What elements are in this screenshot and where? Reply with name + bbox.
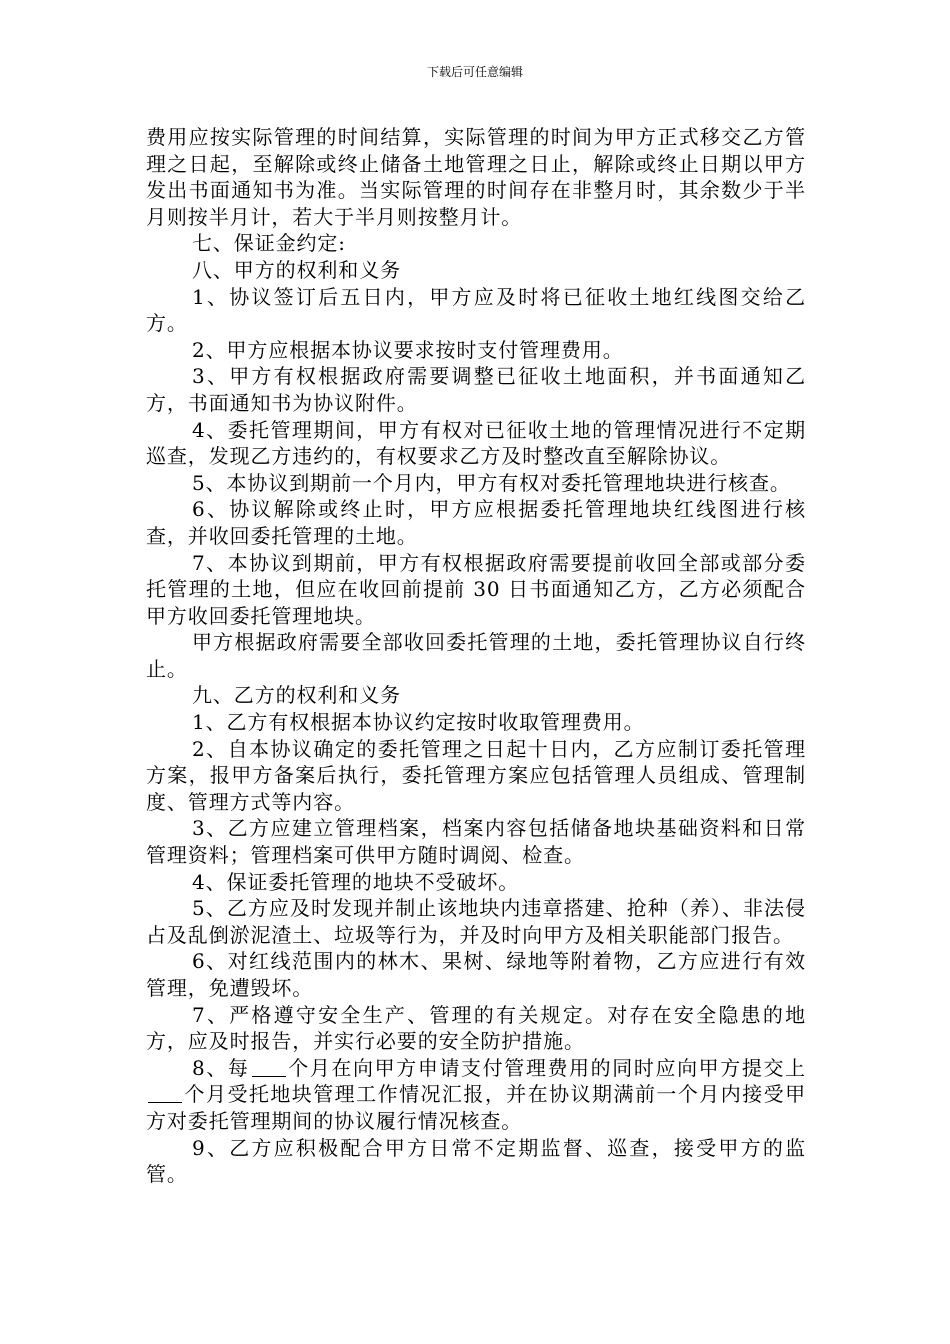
clause-a6: 6、协议解除或终止时，甲方应根据委托管理地块红线图进行核查，并收回委托管理的土地。 — [146, 497, 806, 548]
page-header: 下载后可任意编辑 — [426, 65, 523, 79]
clause-a3: 3、甲方有权根据政府需要调整已征收土地面积，并书面通知乙方，书面通知书为协议附件。 — [146, 364, 806, 415]
clause-b8-part3: 个月受托地块管理工作情况汇报，并在协议期满前一个月内接受甲方对委托管理期间的协议履行情况核查。 — [146, 1082, 806, 1133]
clause-b2: 2、自本协议确定的委托管理之日起十日内，乙方应制订委托管理方案，报甲方备案后执行，委托管理方案应包括管理人员组成、管理制度、管理方式等内容。 — [146, 736, 806, 814]
clause-a4: 4、委托管理期间，甲方有权对已征收土地的管理情况进行不定期巡查，发现乙方违约的，有权要求乙方及时整改直至解除协议。 — [146, 417, 806, 469]
clause-b7: 7、严格遵守安全生产、管理的有关规定。对存在安全隐患的地方，应及时报告，并实行必要的安全防护措施。 — [146, 1002, 806, 1054]
section-heading-party-a: 八、甲方的权利和义务 — [192, 257, 401, 282]
clause-a7: 7、本协议到期前，甲方有权根据政府需要提前收回全部或部分委托管理的土地，但应在收回前提前 30 日书面通知乙方，乙方必须配合甲方收回委托管理地块。 — [146, 550, 806, 628]
fill-in-blank-period — [148, 1082, 182, 1103]
clause-a2: 2、甲方应根据本协议要求按时支付管理费用。 — [192, 337, 624, 362]
clause-b1: 1、乙方有权根据本协议约定按时收取管理费用。 — [192, 710, 645, 735]
clause-b8-part1: 8、每 — [192, 1055, 250, 1080]
paragraph-fee-settlement: 费用应按实际管理的时间结算，实际管理的时间为甲方正式移交乙方管理之日起，至解除或终止储备土地管理之日止，解除或终止日期以甲方发出书面通知书为准。当实际管理的时间存在非整月时，其余数少于半月则按半月计，若大于半月则按整月计。 — [146, 125, 806, 229]
clause-b3: 3、乙方应建立管理档案，档案内容包括储备地块基础资料和日常管理资料；管理档案可供甲方随时调阅、检查。 — [146, 816, 806, 868]
document-body — [146, 124, 806, 1188]
clause-b8-part2: 个月在向甲方申请支付管理费用的同时应向甲方提交上 — [287, 1055, 806, 1080]
clause-b4: 4、保证委托管理的地块不受破坏。 — [192, 869, 520, 894]
clause-a7-continued: 甲方根据政府需要全部收回委托管理的土地，委托管理协议自行终止。 — [146, 630, 806, 681]
clause-b9: 9、乙方应积极配合甲方日常不定期监督、巡查，接受甲方的监管。 — [146, 1135, 806, 1187]
clause-a5: 5、本协议到期前一个月内，甲方有权对委托管理地块进行核查。 — [192, 470, 791, 495]
section-heading-deposit: 七、保证金约定: — [192, 231, 346, 256]
clause-b8 — [146, 1055, 806, 1135]
clause-b5: 5、乙方应及时发现并制止该地块内违章搭建、抢种（养）、非法侵占及乱倒淤泥渣土、垃圾等行为，并及时向甲方及相关职能部门报告。 — [146, 896, 806, 947]
fill-in-blank-months — [252, 1056, 286, 1077]
clause-b6: 6、对红线范围内的林木、果树、绿地等附着物，乙方应进行有效管理，免遭毁坏。 — [146, 949, 806, 1000]
clause-a1: 1、协议签订后五日内，甲方应及时将已征收土地红线图交给乙方。 — [146, 284, 806, 336]
section-heading-party-b: 九、乙方的权利和义务 — [192, 683, 401, 708]
